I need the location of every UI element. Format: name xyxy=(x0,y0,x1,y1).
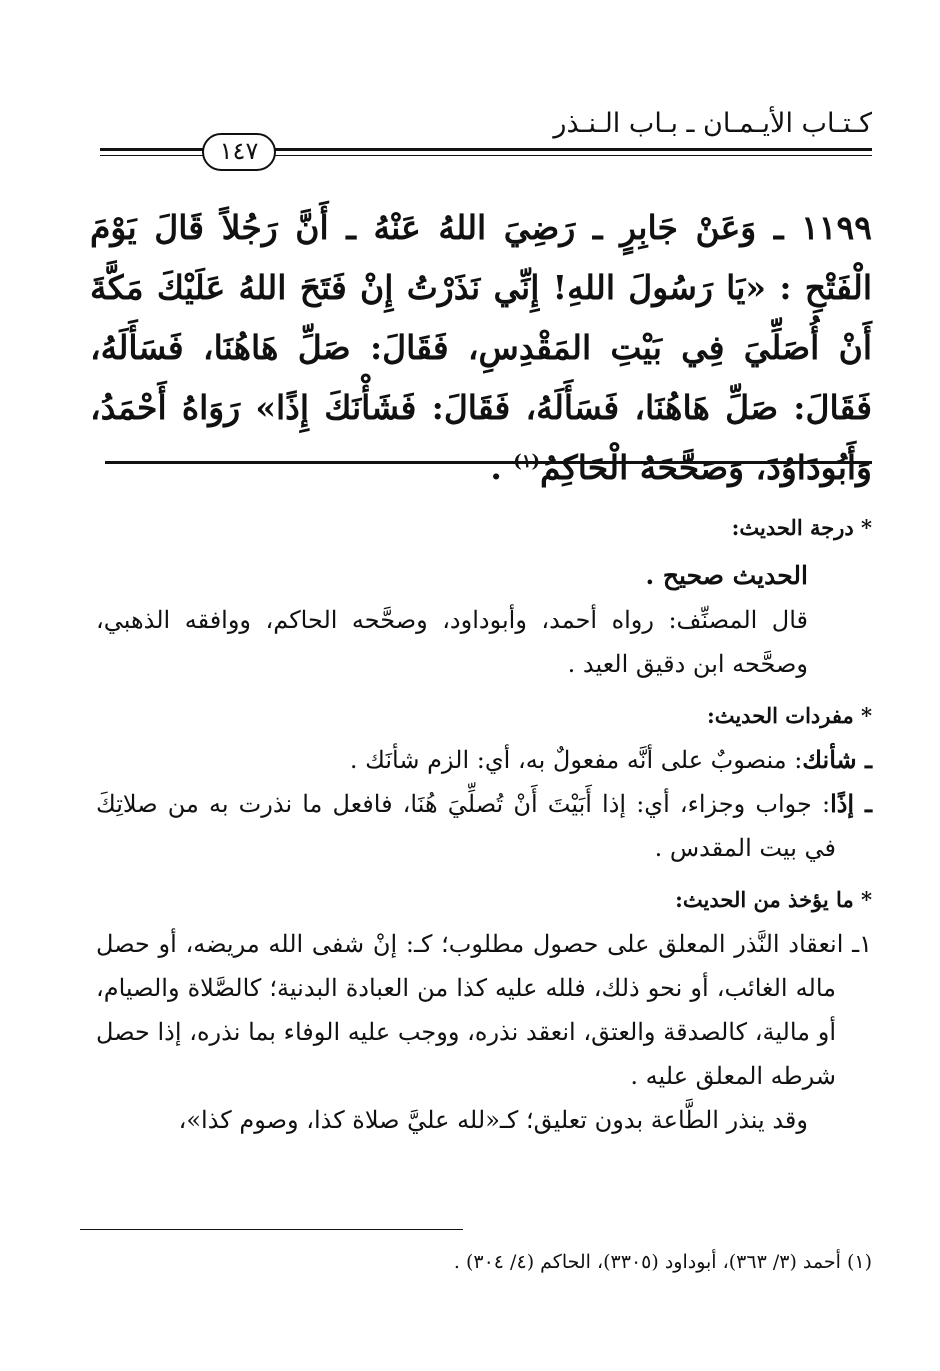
grade-heading: * درجة الحديث: xyxy=(731,515,872,540)
footnote-rule xyxy=(80,1229,463,1230)
hadith-text xyxy=(90,198,872,498)
running-title: كـتـاب الأيـمـان ـ بـاب الـنـذر xyxy=(553,108,872,139)
page-header xyxy=(100,100,872,180)
vocab-heading: * مفردات الحديث: xyxy=(706,703,872,728)
lesson-continuation: وقد ينذر الطَّاعة بدون تعليق؛ كـ«لله عليَّ صلاة كذا، وصوم كذا»، xyxy=(178,1106,808,1134)
hadith-end: . xyxy=(490,448,514,487)
hadith-body: وَعَنْ جَابِرٍ ـ رَضِيَ اللهُ عَنْهُ ـ أَنَّ رَجُلاً قَالَ يَوْمَ الْفَتْحِ : «يَا رَسُولَ اللهِ! إِنِّي نَذَرْتُ إِنْ فَتَحَ اللهُ عَلَيْكَ مَكَّةَ أَنْ أُصَلِّيَ فِي بَيْتِ المَقْدِسِ، فَقَالَ: صَلِّ هَاهُنَا، فَسَأَلَهُ، فَقَالَ: صَلِّ هَاهُنَا، فَسَأَلَهُ، فَقَالَ: فَشَأْنَكَ إِذًا» رَوَاهُ أَحْمَدُ، وَأَبُودَاوُدَ، وَصَحَّحَهُ الْحَاكِمُ xyxy=(90,208,872,487)
vocab-term: ـ إذًا xyxy=(830,789,872,818)
hadith-number: ١١٩٩ ـ xyxy=(773,208,872,247)
section-separator xyxy=(105,461,872,464)
vocab-definition: : جواب وجزاء، أي: إذا أَبَيْتَ أَنْ تُصلِّيَ هُنَا، فافعل ما نذرت به من صلاتِكَ في بيت المقدس . xyxy=(96,790,836,862)
footnote-marker[interactable]: (١) xyxy=(513,451,541,472)
lessons-heading: * ما يؤخذ من الحديث: xyxy=(675,887,872,912)
vocab-term: ـ شأنك xyxy=(802,745,872,774)
commentary xyxy=(96,506,872,1142)
grade-detail: قال المصنِّف: رواه أحمد، وأبوداود، وصحَّحه الحاكم، ووافقه الذهبي، وصحَّحه ابن دقيق العيد . xyxy=(96,606,808,678)
vocab-item xyxy=(96,782,872,870)
grade-statement: الحديث صحيح . xyxy=(645,561,808,590)
vocab-definition: : منصوبٌ على أنَّه مفعولٌ به، أي: الزم شأنَك . xyxy=(349,746,803,774)
page-number: ١٤٧ xyxy=(202,133,276,171)
vocab-item xyxy=(96,738,872,782)
lesson-item: ١ـ انعقاد النَّذر المعلق على حصول مطلوب؛ كـ: إنْ شفى الله مريضه، أو حصل ماله الغائب، أو نحو ذلك، فلله عليه كذا من العبادة البدنية؛ كالصَّلاة والصيام، أو مالية، كالصدقة والعتق، انعقد نذره، ووجب عليه الوفاء بما نذره، إذا حصل شرطه المعلق عليه . xyxy=(96,930,872,1090)
footnote: (١) أحمد (٣/ ٣٦٣)، أبوداود (٣٣٠٥)، الحاكم (٤/ ٣٠٤) . xyxy=(453,1251,872,1273)
